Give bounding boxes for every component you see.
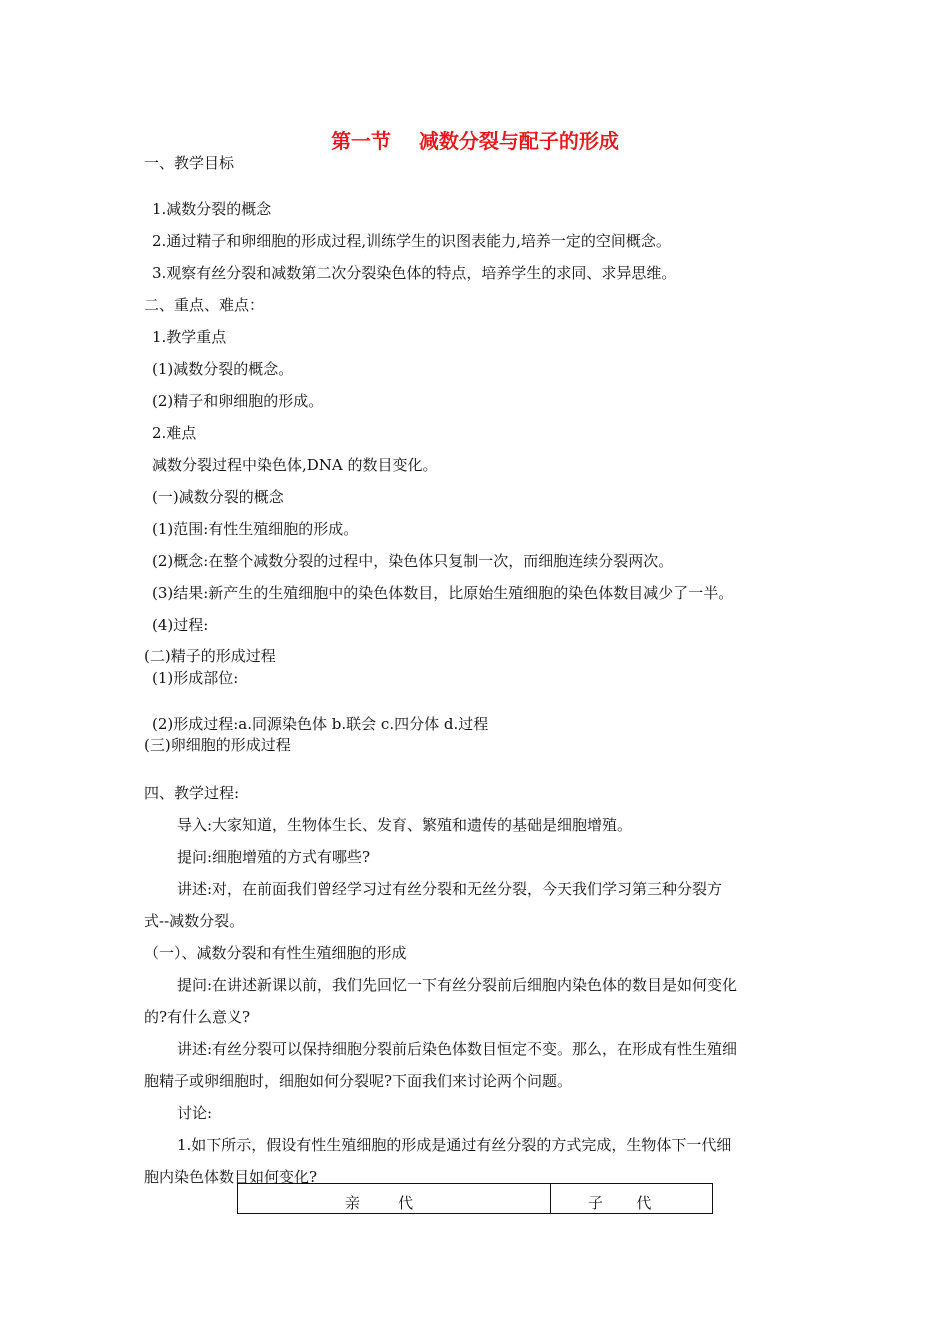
paragraph-line: 讨论: [177,1104,213,1122]
paragraph-line: 提问:细胞增殖的方式有哪些? [177,848,371,866]
paragraph-line: (3)结果:新产生的生殖细胞中的染色体数目，比原始生殖细胞的染色体数目减少了一半。 [152,584,734,602]
paragraph-line: 式--减数分裂。 [144,912,245,930]
paragraph-line: 胞精子或卵细胞时，细胞如何分裂呢?下面我们来讨论两个问题。 [144,1072,573,1090]
section-heading: (二)精子的形成过程 [144,647,276,665]
paragraph-line: 胞内染色体数目如何变化? [144,1168,318,1186]
paragraph-line: 3.观察有丝分裂和减数第二次分裂染色体的特点，培养学生的求同、求异思维。 [152,264,677,282]
paragraph-line: 2.通过精子和卵细胞的形成过程,训练学生的识图表能力,培养一定的空间概念。 [152,232,671,250]
table-header-offspring: 子 代 [588,1194,652,1212]
page-title: 第一节 减数分裂与配子的形成 [331,129,619,153]
paragraph-line: (2)概念:在整个减数分裂的过程中，染色体只复制一次，而细胞连续分裂两次。 [152,552,674,570]
paragraph-line: 减数分裂过程中染色体,DNA 的数目变化。 [152,456,438,474]
paragraph-line: 2.难点 [152,424,197,442]
paragraph-line: (一)减数分裂的概念 [152,488,284,506]
paragraph-line: 讲述:对，在前面我们曾经学习过有丝分裂和无丝分裂，今天我们学习第三种分裂方 [177,880,723,898]
paragraph-line: 的?有什么意义? [144,1008,251,1026]
paragraph-line: (1)范围:有性生殖细胞的形成。 [152,520,359,538]
paragraph-line: (2)形成过程:a.同源染色体 b.联会 c.四分体 d.过程 [152,715,489,733]
section-heading: (三)卵细胞的形成过程 [144,736,291,754]
paragraph-line: (1)形成部位: [152,669,239,687]
paragraph-line: 提问:在讲述新课以前，我们先回忆一下有丝分裂前后细胞内染色体的数目是如何变化 [177,976,738,994]
paragraph-line: (1)减数分裂的概念。 [152,360,294,378]
paragraph-line: (4)过程: [152,616,209,634]
section-heading: 二、重点、难点： [144,296,265,314]
section-heading: （一）、减数分裂和有性生殖细胞的形成 [144,944,407,962]
paragraph-line: 1.如下所示，假设有性生殖细胞的形成是通过有丝分裂的方式完成，生物体下一代细 [177,1136,732,1154]
section-heading: 四、教学过程: [144,784,240,802]
paragraph-line: 1.减数分裂的概念 [152,200,272,218]
table-header-parent: 亲 代 [345,1194,414,1212]
generation-table [237,1183,713,1214]
section-heading: 一、教学目标 [144,154,235,172]
paragraph-line: 导入:大家知道，生物体生长、发育、繁殖和遗传的基础是细胞增殖。 [177,816,633,834]
table-divider [550,1184,551,1213]
paragraph-line: 1.教学重点 [152,328,227,346]
paragraph-line: (2)精子和卵细胞的形成。 [152,392,324,410]
paragraph-line: 讲述:有丝分裂可以保持细胞分裂前后染色体数目恒定不变。那么，在形成有性生殖细 [177,1040,738,1058]
